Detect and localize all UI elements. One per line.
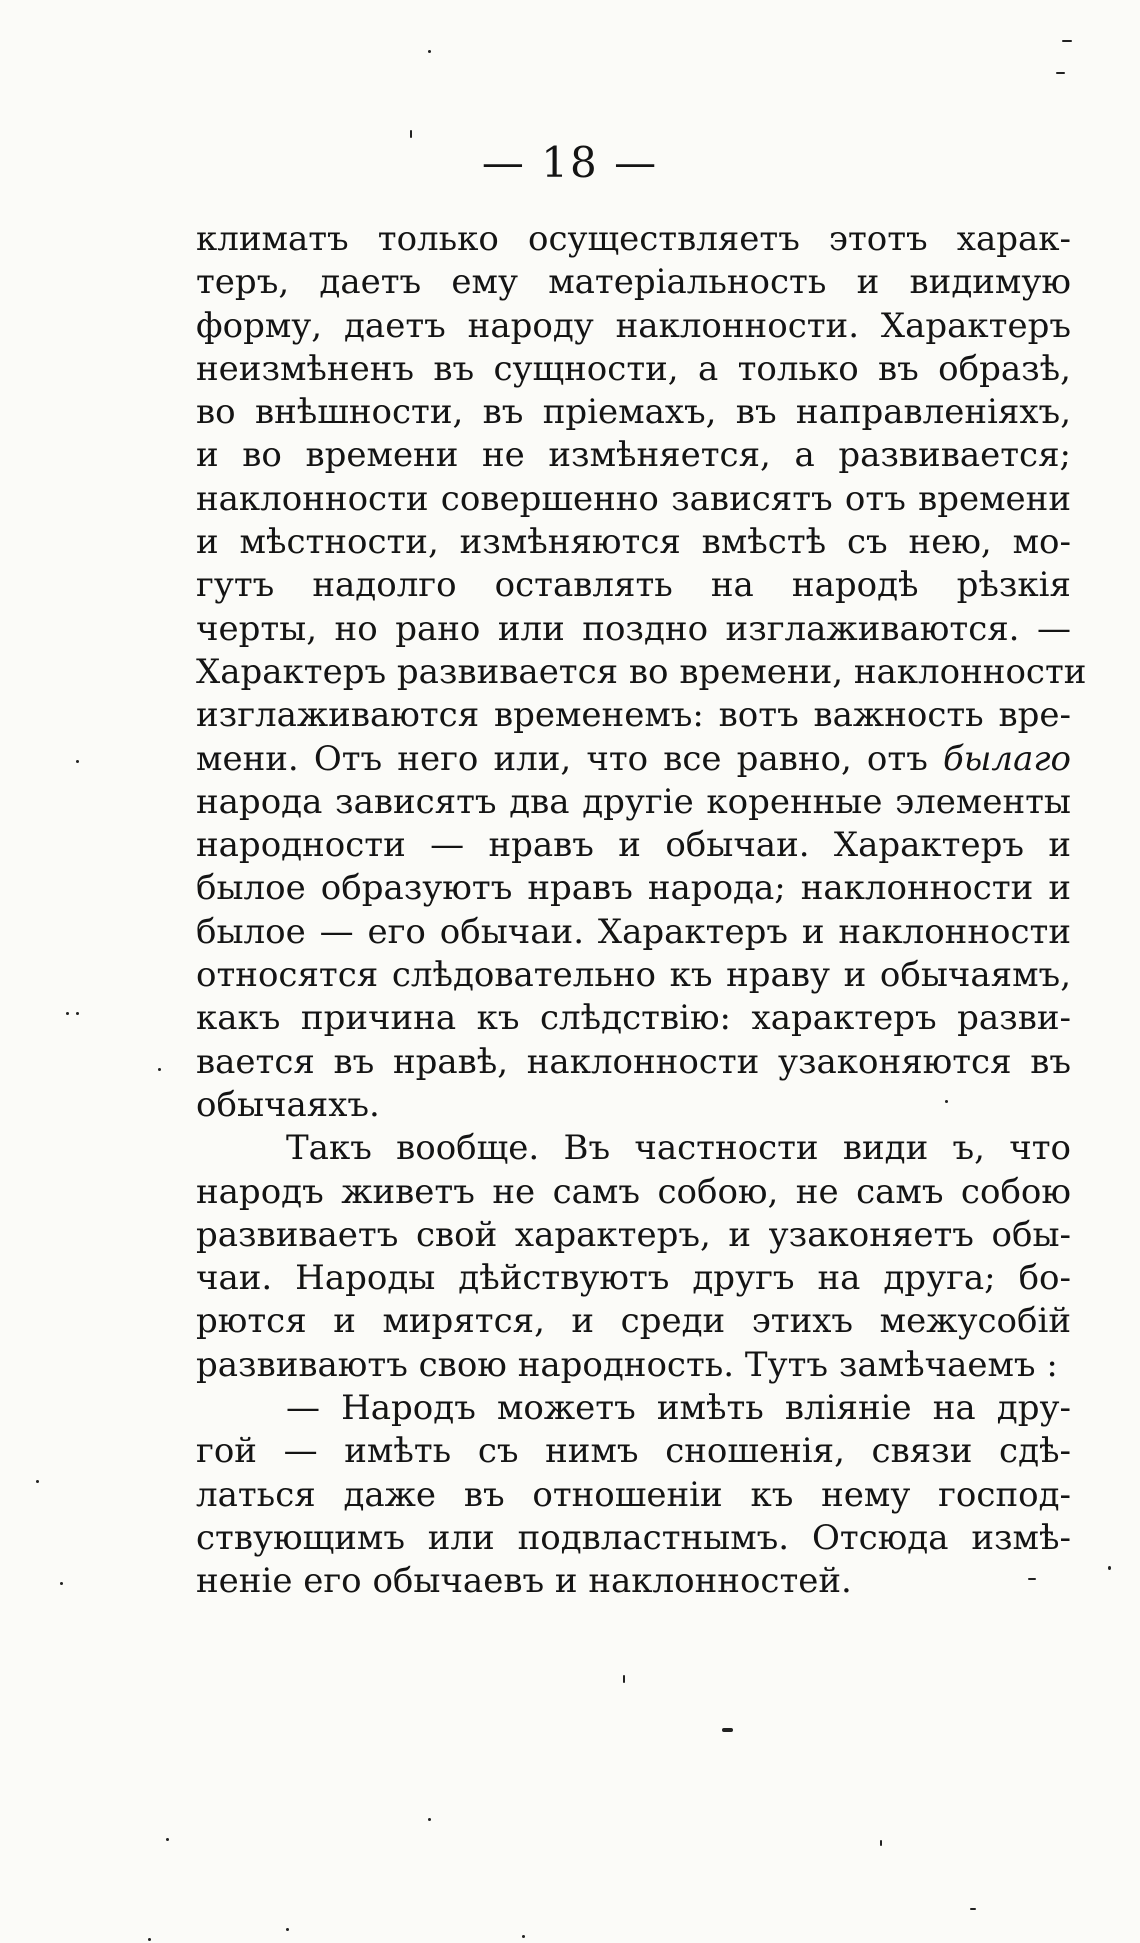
scan-speck — [166, 1838, 169, 1841]
text-line: вается въ нравѣ, наклонности узаконяются въ — [196, 1041, 1071, 1082]
scan-speck — [286, 1928, 289, 1931]
scan-speck — [158, 1068, 161, 1071]
page-number: — 18 — — [481, 138, 659, 187]
scan-speck — [722, 1728, 733, 1732]
scan-speck — [1028, 1578, 1036, 1580]
paragraph-3 — [196, 1387, 1071, 1603]
text-line: обычаяхъ. — [196, 1084, 380, 1125]
text-line: и во времени не измѣняется, а развивается; — [196, 435, 1071, 476]
scan-speck — [945, 1100, 948, 1103]
scan-speck — [66, 1012, 69, 1015]
text-line: во внѣшности, въ пріемахъ, въ направленіяхъ, — [196, 392, 1071, 433]
text-line: неизмѣненъ въ сущности, а только въ образѣ, — [196, 348, 1071, 389]
text-line: развиваютъ свою народность. Тутъ замѣчаемъ : — [196, 1344, 1058, 1385]
scan-speck — [880, 1840, 882, 1846]
scan-speck — [428, 50, 431, 53]
text-line: народа зависятъ два другіе коренные элементы — [196, 781, 1071, 822]
text-line: былое — его обычаи. Характеръ и наклонности — [196, 911, 1071, 952]
scan-speck — [148, 1938, 151, 1941]
scan-speck — [970, 1908, 976, 1910]
text-line: развиваетъ свой характеръ, и узаконяетъ обы- — [196, 1214, 1071, 1255]
text-line: гой — имѣть съ нимъ сношенія, связи сдѣ- — [196, 1431, 1071, 1472]
text-line: гутъ надолго оставлять на народѣ рѣзкія — [196, 565, 1071, 606]
scan-speck — [522, 1935, 525, 1938]
italic-word: былаго — [942, 738, 1071, 779]
text-line: чаи. Народы дѣйствуютъ другъ на друга; бо- — [196, 1258, 1071, 1299]
scan-speck — [76, 760, 79, 763]
text-line: Такъ вообще. Въ частности види ъ, что — [286, 1128, 1071, 1169]
scan-speck — [36, 1480, 39, 1483]
text-line: форму, даетъ народу наклонности. Характеръ — [196, 305, 1071, 346]
text-line: черты, но рано или поздно изглаживаются. — — [196, 608, 1071, 649]
paragraph-2 — [196, 1127, 1071, 1387]
text-line-with-italic — [196, 738, 1071, 781]
scan-speck — [428, 1818, 431, 1821]
text-line: Характеръ развивается во времени, наклонности — [196, 651, 1087, 692]
scan-speck — [410, 130, 412, 138]
text-line: теръ, даетъ ему матеріальность и видимую — [196, 262, 1071, 303]
scan-speck — [60, 1582, 63, 1585]
text-line: латься даже въ отношеніи къ нему господ- — [196, 1474, 1071, 1515]
text-segment: мени. Отъ него или, что все равно, отъ — [196, 738, 943, 779]
text-line: неніе его обычаевъ и наклонностей. — [196, 1561, 852, 1602]
text-line: климатъ только осуществляетъ этотъ харак- — [196, 219, 1071, 259]
text-line: относятся слѣдовательно къ нраву и обычаямъ, — [196, 955, 1071, 996]
text-line: народности — нравъ и обычаи. Характеръ и — [196, 825, 1071, 866]
text-line: наклонности совершенно зависятъ отъ времени — [196, 478, 1071, 519]
scan-speck — [623, 1675, 625, 1683]
text-line: изглаживаются временемъ: вотъ важность вре- — [196, 695, 1071, 736]
text-line: ствующимъ или подвластнымъ. Отсюда измѣ- — [196, 1517, 1071, 1558]
scan-speck — [1108, 1566, 1111, 1570]
scan-speck — [1062, 40, 1072, 42]
text-line: и мѣстности, измѣняются вмѣстѣ съ нею, мо- — [196, 522, 1071, 563]
scan-speck — [76, 1012, 79, 1015]
paragraph-1 — [196, 218, 1087, 1127]
text-line: народъ живетъ не самъ собою, не самъ собою — [196, 1171, 1071, 1212]
body-text — [196, 218, 1087, 1604]
text-line: рются и мирятся, и среди этихъ межусобій — [196, 1301, 1071, 1342]
text-line: былое образуютъ нравъ народа; наклонности и — [196, 868, 1071, 909]
text-line: — Народъ можетъ имѣть вліяніе на дру- — [286, 1388, 1071, 1429]
scan-speck — [1056, 72, 1065, 74]
text-line: какъ причина къ слѣдствію: характеръ разви- — [196, 998, 1071, 1039]
